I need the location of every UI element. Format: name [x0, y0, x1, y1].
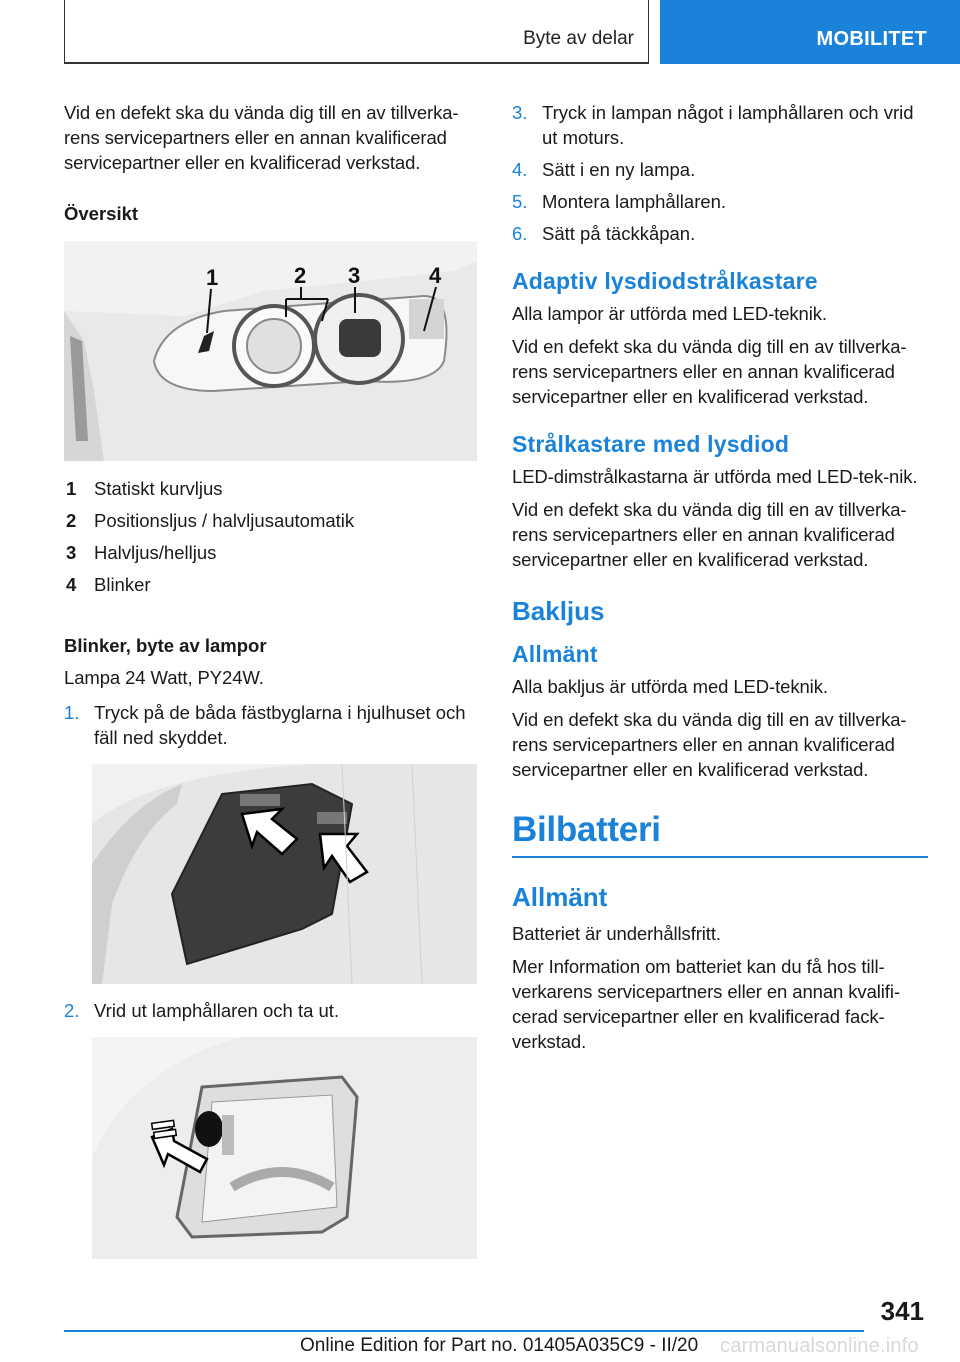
legend-number: 1 — [66, 478, 77, 499]
chapter-tab-label: MOBILITET — [816, 28, 927, 50]
step-list-left-2 — [64, 998, 477, 1023]
legend-text: Statiskt kurvljus — [94, 478, 223, 499]
legend-text: Blinker — [94, 574, 151, 595]
battery-general-heading: Allmänt — [512, 882, 608, 912]
taillights-general-heading: Allmänt — [512, 641, 598, 667]
legend-number: 4 — [66, 574, 77, 595]
step-item — [64, 700, 477, 750]
callout-4: 4 — [429, 263, 442, 288]
step-item — [512, 189, 928, 214]
step-number: 2. — [64, 1000, 80, 1021]
callout-2: 2 — [294, 263, 307, 288]
legend-item — [64, 473, 477, 505]
step-list-right — [512, 100, 928, 246]
step-text: Vrid ut lamphållaren och ta ut. — [94, 1000, 340, 1021]
adaptive-paragraph-2: Vid en defekt ska du vända dig till en av tillverka-rens servicepartners eller en annan kvalificerad servicepartner eller en kvalificerad verkstad. — [512, 336, 907, 407]
headlight-figure — [64, 241, 477, 461]
lamp-paragraph: Lampa 24 Watt, PY24W. — [64, 667, 264, 688]
step-item — [64, 998, 477, 1023]
left-column — [64, 100, 477, 1259]
adaptive-headlight-heading: Adaptiv lysdiodstrålkastare — [512, 268, 818, 294]
adaptive-paragraph-1: Alla lampor är utförda med LED-teknik. — [512, 303, 827, 324]
taillights-paragraph-1: Alla bakljus är utförda med LED-teknik. — [512, 676, 828, 697]
wheelhouse-cover-figure — [92, 764, 477, 984]
watermark: carmanualsonline.info — [720, 1335, 919, 1357]
callout-1: 1 — [206, 265, 219, 290]
step-number: 4. — [512, 159, 528, 180]
battery-heading: Bilbatteri — [512, 810, 928, 858]
legend-text: Positionsljus / halvljusautomatik — [94, 510, 355, 531]
right-column — [512, 100, 928, 1062]
battery-paragraph-1: Batteriet är underhållsfritt. — [512, 923, 721, 944]
step-number: 1. — [64, 702, 80, 723]
edition-text: Online Edition for Part no. 01405A035C9 - II/20 — [300, 1335, 699, 1356]
led-headlight-heading: Strålkastare med lysdiod — [512, 431, 790, 457]
step-number: 3. — [512, 102, 528, 123]
page-number: 341 — [880, 1296, 924, 1326]
step-number: 6. — [512, 223, 528, 244]
taillights-heading: Bakljus — [512, 596, 605, 626]
step-text: Tryck på de båda fästbyglarna i hjulhuset och fäll ned skyddet. — [94, 702, 466, 748]
overview-heading: Översikt — [64, 203, 139, 224]
legend-item — [64, 505, 477, 537]
step-item — [512, 100, 928, 150]
legend-number: 3 — [66, 542, 77, 563]
legend-list — [64, 473, 477, 601]
step-text: Tryck in lampan något i lamphållaren och vrid ut moturs. — [542, 102, 914, 148]
section-title: Byte av delar — [523, 28, 634, 49]
led-paragraph-2: Vid en defekt ska du vända dig till en av tillverka-rens servicepartners eller en annan kvalificerad servicepartner eller en kvalificerad verkstad. — [512, 499, 907, 570]
intro-paragraph: Vid en defekt ska du vända dig till en av tillverka-rens servicepartners eller en annan kvalificerad servicepartner eller en kvalificerad verkstad. — [64, 102, 459, 173]
lamp-holder-figure — [92, 1037, 477, 1259]
legend-item — [64, 569, 477, 601]
legend-item — [64, 537, 477, 569]
step-number: 5. — [512, 191, 528, 212]
chapter-tab[interactable] — [660, 0, 960, 64]
step-item — [512, 157, 928, 182]
step-list-left-1 — [64, 700, 477, 750]
legend-number: 2 — [66, 510, 77, 531]
header-section-box — [64, 0, 649, 64]
blinker-heading: Blinker, byte av lampor — [64, 635, 267, 656]
battery-paragraph-2: Mer Information om batteriet kan du få hos till-verkarens servicepartners eller en annan kvalifi-cerad servicepartner eller en kvalificerad fack-verkstad. — [512, 956, 900, 1052]
step-item — [512, 221, 928, 246]
legend-text: Halvljus/helljus — [94, 542, 217, 563]
step-text: Sätt på täckkåpan. — [542, 223, 696, 244]
step-text: Montera lamphållaren. — [542, 191, 727, 212]
step-text: Sätt i en ny lampa. — [542, 159, 696, 180]
callout-3: 3 — [348, 263, 361, 288]
led-paragraph-1: LED-dimstrålkastarna är utförda med LED-tek-nik. — [512, 466, 918, 487]
footer-divider — [64, 1330, 864, 1332]
taillights-paragraph-2: Vid en defekt ska du vända dig till en av tillverka-rens servicepartners eller en annan kvalificerad servicepartner eller en kvalificerad verkstad. — [512, 709, 907, 780]
